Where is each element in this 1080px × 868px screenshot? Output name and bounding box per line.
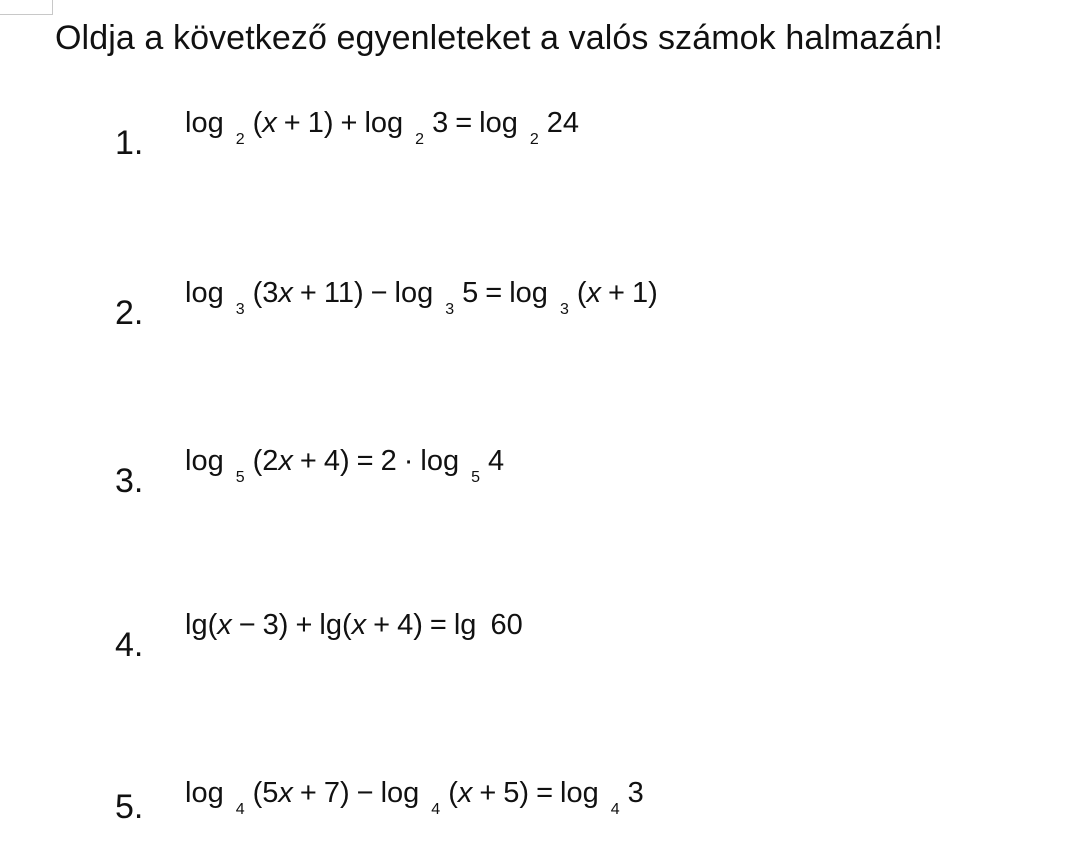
page-title: Oldja a következő egyenleteket a valós számok halmazán! [55,19,944,57]
log-base: 3 [559,301,569,318]
variable-x: x [278,277,293,309]
equation-term: log [380,777,420,809]
problem-item [0,105,1080,165]
operator: = [536,777,554,809]
operator: − [238,609,256,641]
operator: + [479,777,497,809]
equation-term: log [185,277,224,309]
variable-x: x [586,277,602,309]
problem-item [0,443,1080,503]
equation-term: log [479,107,518,139]
equation-term: 2 [380,445,397,477]
log-base: 2 [415,131,425,148]
operator: + [299,277,317,309]
equation-term: 60 [490,609,523,641]
variable-x: x [262,107,277,139]
equation-term: ( [448,777,458,809]
operator: = [455,107,473,139]
variable-x: x [217,609,232,641]
operator: · [403,445,414,477]
variable-x: x [457,777,473,809]
operator: + [299,445,317,477]
equation-term: log [560,777,599,809]
equation-term: 1) [631,277,658,309]
operator: − [370,277,388,309]
problem-number: 1. [115,124,144,162]
equation-term: log [509,277,548,309]
problem-equation [185,443,504,484]
equation-term: log [420,445,460,477]
equation-term: (5 [252,777,279,809]
problem-item [0,607,1080,667]
page-corner-marker [0,0,53,15]
problem-equation [185,607,523,643]
operator: = [485,277,503,309]
problem-number: 2. [115,294,144,332]
equation-term: log [394,277,434,309]
equation-term: 7) [323,777,350,809]
equation-term: ( [576,277,587,309]
equation-term: 4 [488,445,505,477]
problem-equation [185,775,644,816]
operator: + [295,609,313,641]
log-base: 4 [610,801,620,818]
equation-term: 3 [432,107,449,139]
variable-x: x [351,609,367,641]
log-base: 3 [235,301,245,318]
equation-term: log [185,107,224,139]
log-base: 5 [235,469,245,486]
problem-number: 5. [115,788,144,826]
equation-term: lg( [319,609,352,641]
problem-item [0,275,1080,335]
equation-term: (2 [252,445,279,477]
equation-term: log [185,445,224,477]
problem-item [0,775,1080,835]
log-base: 4 [235,801,245,818]
equation-term: (3 [252,277,279,309]
operator: = [356,445,374,477]
equation-term: lg( [185,609,218,641]
operator: + [373,609,391,641]
log-base: 2 [529,131,539,148]
equation-term: 4) [397,609,423,641]
equation-term: log [364,107,404,139]
log-base: 4 [431,801,441,818]
variable-x: x [278,445,293,477]
problem-number: 4. [115,626,144,664]
problem-equation [185,275,658,316]
equation-term: 3) [262,609,289,641]
equation-term: 4) [323,445,350,477]
operator: + [340,107,358,139]
operator: + [283,107,301,139]
equation-term: 1) [307,107,334,139]
problem-number: 3. [115,462,144,500]
equation-term: 5) [503,777,530,809]
equation-term: lg [453,609,477,641]
equation-term: 11) [323,277,364,309]
operator: + [608,277,625,309]
equation-term [479,609,487,641]
log-base: 2 [235,131,245,148]
equation-term: ( [252,107,263,139]
operator: + [299,777,317,809]
operator: = [429,609,447,641]
log-base: 3 [445,301,455,318]
problem-equation [185,105,579,146]
equation-term: log [185,777,224,809]
operator: − [356,777,374,809]
equation-term: 5 [462,277,479,309]
variable-x: x [278,777,293,809]
equation-term: 3 [627,777,644,809]
equation-term: 24 [546,107,580,139]
log-base: 5 [471,469,480,486]
